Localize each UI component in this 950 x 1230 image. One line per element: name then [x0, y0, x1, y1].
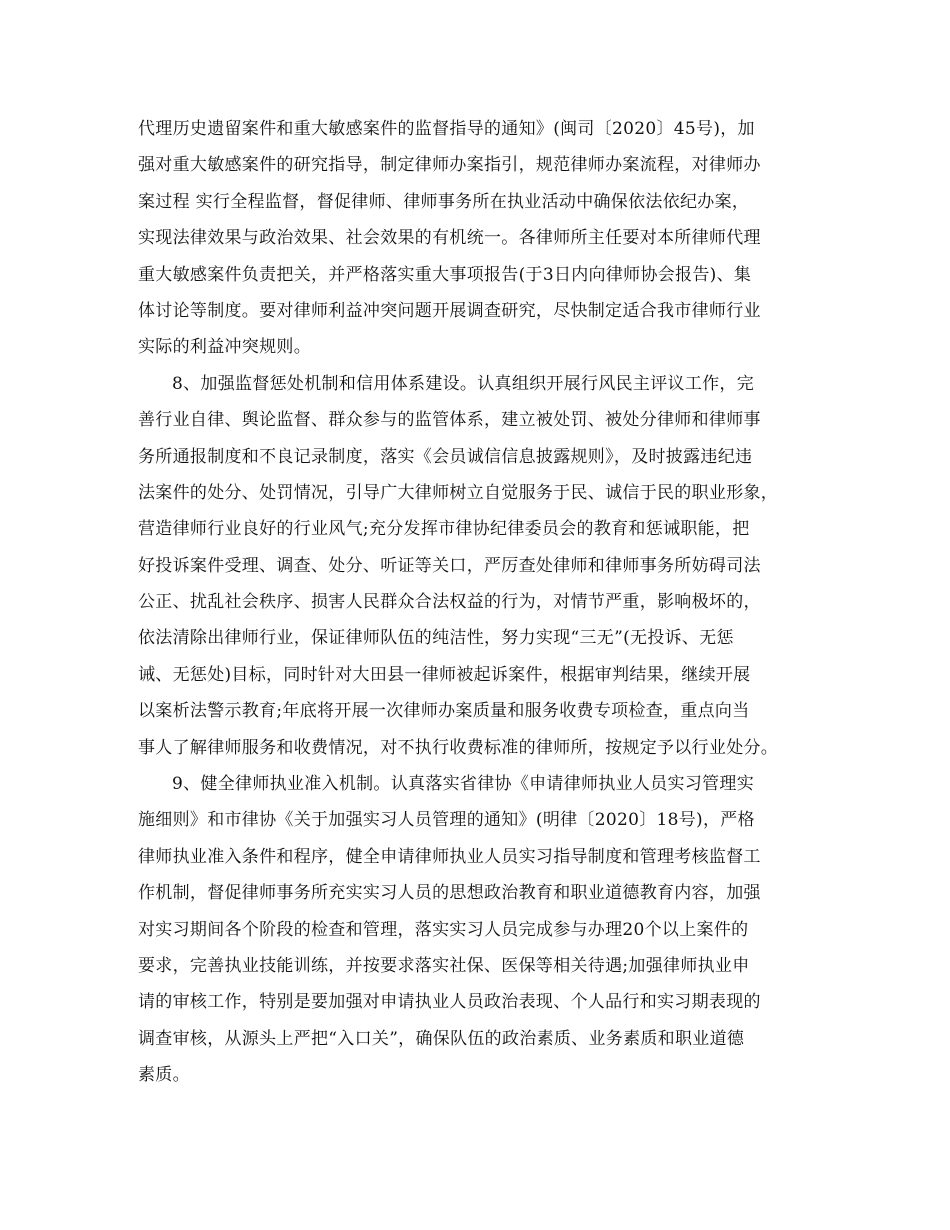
text-line: 律师执业准入条件和程序，健全申请律师执业人员实习指导制度和管理考核监督工 [138, 846, 761, 867]
paragraph-1 [138, 111, 828, 366]
text-line: 诫、无惩处)目标，同时针对大田县一律师被起诉案件，根据审判结果，继续开展 [138, 664, 751, 685]
text-line: 作机制，督促律师事务所充实实习人员的思想政治教育和职业道德教育内容，加强 [138, 883, 761, 904]
text-line: 务所通报制度和不良记录制度，落实《会员诚信信息披露规则》，及时披露违纪违 [138, 446, 753, 467]
paragraph-2 [138, 366, 828, 766]
paragraph-3 [138, 766, 828, 1094]
text-line: 事人了解律师服务和收费情况，对不执行收费标准的律师所，按规定予以行业处分。 [138, 737, 779, 758]
text-line: 法案件的处分、处罚情况，引导广大律师树立自觉服务于民、诚信于民的职业形象， [138, 482, 779, 503]
text-line: 素质。 [138, 1065, 190, 1086]
text-line: 体讨论等制度。要对律师利益冲突问题开展调查研究，尽快制定适合我市律师行业 [138, 300, 761, 321]
text-line: 8、加强监督惩处机制和信用体系建设。认真组织开展行风民主评议工作，完 [172, 373, 755, 394]
text-line: 实际的利益冲突规则。 [138, 337, 311, 358]
text-line: 以案析法警示教育;年底将开展一次律师办案质量和服务收费专项检查，重点向当 [138, 701, 750, 722]
text-line: 公正、扰乱社会秩序、损害人民群众合法权益的行为，对情节严重，影响极坏的， [138, 592, 761, 613]
text-line: 代理历史遗留案件和重大敏感案件的监督指导的通知》(闽司〔2020〕45号)，加 [138, 119, 755, 139]
text-line: 善行业自律、舆论监督、群众参与的监管体系，建立被处罚、被处分律师和律师事 [138, 410, 761, 431]
document-body [138, 111, 828, 1094]
text-line: 案过程 实行全程监督，督促律师、律师事务所在执业活动中确保依法依纪办案， [138, 191, 750, 212]
text-line: 实现法律效果与政治效果、社会效果的有机统一。各律师所主任要对本所律师代理 [138, 228, 761, 249]
text-line: 依法清除出律师行业，保证律师队伍的纯洁性，努力实现“三无”(无投诉、无惩 [138, 628, 734, 649]
text-line: 9、健全律师执业准入机制。认真落实省律协《申请律师执业人员实习管理实 [172, 774, 755, 795]
text-line: 要求，完善执业技能训练，并按要求落实社保、医保等相关待遇;加强律师执业申 [138, 955, 750, 976]
text-line: 施细则》和市律协《关于加强实习人员管理的通知》(明律〔2020〕18号)，严格 [138, 810, 755, 831]
text-line: 重大敏感案件负责把关，并严格落实重大事项报告(于3日内向律师协会报告)、集 [138, 264, 752, 285]
text-line: 对实习期间各个阶段的检查和管理，落实实习人员完成参与办理20个以上案件的 [138, 919, 749, 940]
text-line: 营造律师行业良好的行业风气;充分发挥市律协纪律委员会的教育和惩诫职能，把 [138, 519, 750, 540]
text-line: 请的审核工作，特别是要加强对申请执业人员政治表现、个人品行和实习期表现的 [138, 992, 761, 1013]
text-line: 强对重大敏感案件的研究指导，制定律师办案指引，规范律师办案流程，对律师办 [138, 155, 761, 176]
text-line: 调查审核，从源头上严把“入口关”，确保队伍的政治素质、业务素质和职业道德 [138, 1028, 745, 1049]
text-line: 好投诉案件受理、调查、处分、听证等关口，严厉查处律师和律师事务所妨碍司法 [138, 555, 761, 576]
